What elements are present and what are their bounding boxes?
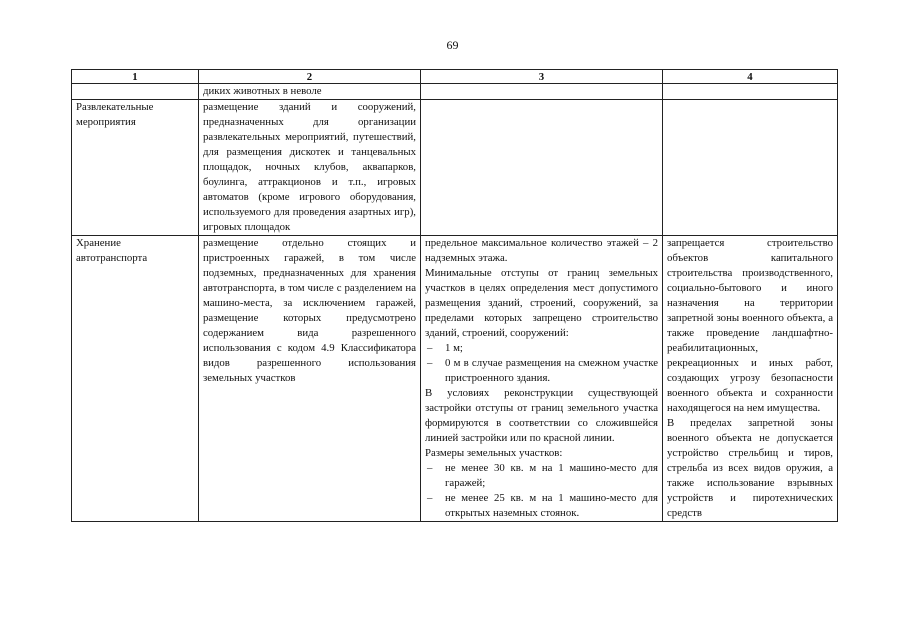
header-cell-1: 1 (72, 70, 199, 84)
use-description-cell: размещение отдельно стоящих и пристроенных гаражей, в том числе подземных, предназначенных для хранения автотранспорта, в том числе с разделением на машино-места, за исключением гаражей, размещение которых предусмотрено содержанием вида разрешенного использования с кодом 4.9 Классификатора видов разрешенного использования земельных участков (199, 236, 421, 522)
list-item: – не менее 25 кв. м на 1 машино-место для открытых наземных стоянок. (425, 491, 658, 521)
paragraph: Размеры земельных участков: (425, 447, 563, 459)
page-number: 69 (446, 38, 459, 52)
paragraph: В пределах запретной зоны военного объекта не допускается устройство стрельбищ и тиров, стрельба из всех видов оружия, а также использование взрывных устройств и пиротехнических средств (667, 417, 833, 519)
paragraph: запрещается строительство объектов капитального строительства производственного, социально-бытового и иного назначения на территории запретной зоны военного объекта, а также проведение ландшафтно-реабилитационных, (667, 237, 833, 354)
header-row (72, 70, 838, 84)
paragraph: предельное максимальное количество этажей – 2 надземных этажа. (425, 237, 658, 264)
table-row (72, 84, 838, 100)
use-description-cell: размещение зданий и сооружений, предназначенных для организации развлекательных мероприятий, путешествий, для размещения дискотек и танцевальных площадок, ночных клубов, аквапарков, боулинга, аттракционов и т.п., игровых автоматов (кроме игрового оборудования, используемого для проведения азартных игр), игровых площадок (199, 100, 421, 236)
restrictions-cell (663, 84, 838, 100)
restrictions-cell (663, 100, 838, 236)
use-name-cell (72, 84, 199, 100)
table-row (72, 236, 838, 522)
parameters-cell (421, 236, 663, 522)
table-row (72, 100, 838, 236)
restrictions-cell (663, 236, 838, 522)
use-description-cell: диких животных в неволе (199, 84, 421, 100)
paragraph: рекреационных и иных работ, создающих угрозу безопасности военного объекта и сохранности находящегося на нем имущества. (667, 357, 833, 414)
header-cell-4: 4 (663, 70, 838, 84)
paragraph: Минимальные отступы от границ земельных участков в целях определения мест допустимого размещения зданий, строений, сооружений, за пределами которых запрещено строительство зданий, строений, сооружений: (425, 267, 658, 339)
list-item: – не менее 30 кв. м на 1 машино-место для гаражей; (425, 461, 658, 491)
header-cell-3: 3 (421, 70, 663, 84)
parameters-cell (421, 100, 663, 236)
list-item: – 0 м в случае размещения на смежном участке пристроенного здания. (425, 356, 658, 386)
header-cell-2: 2 (199, 70, 421, 84)
land-use-table (71, 69, 838, 522)
use-name-cell: Хранение автотранспорта (72, 236, 199, 522)
paragraph: В условиях реконструкции существующей застройки отступы от границ земельного участка формируются в соответствии со сложившейся линией застройки или по красной линии. (425, 387, 658, 444)
use-name-cell: Развлекательные мероприятия (72, 100, 199, 236)
parameters-cell (421, 84, 663, 100)
list-item: – 1 м; (425, 341, 658, 356)
